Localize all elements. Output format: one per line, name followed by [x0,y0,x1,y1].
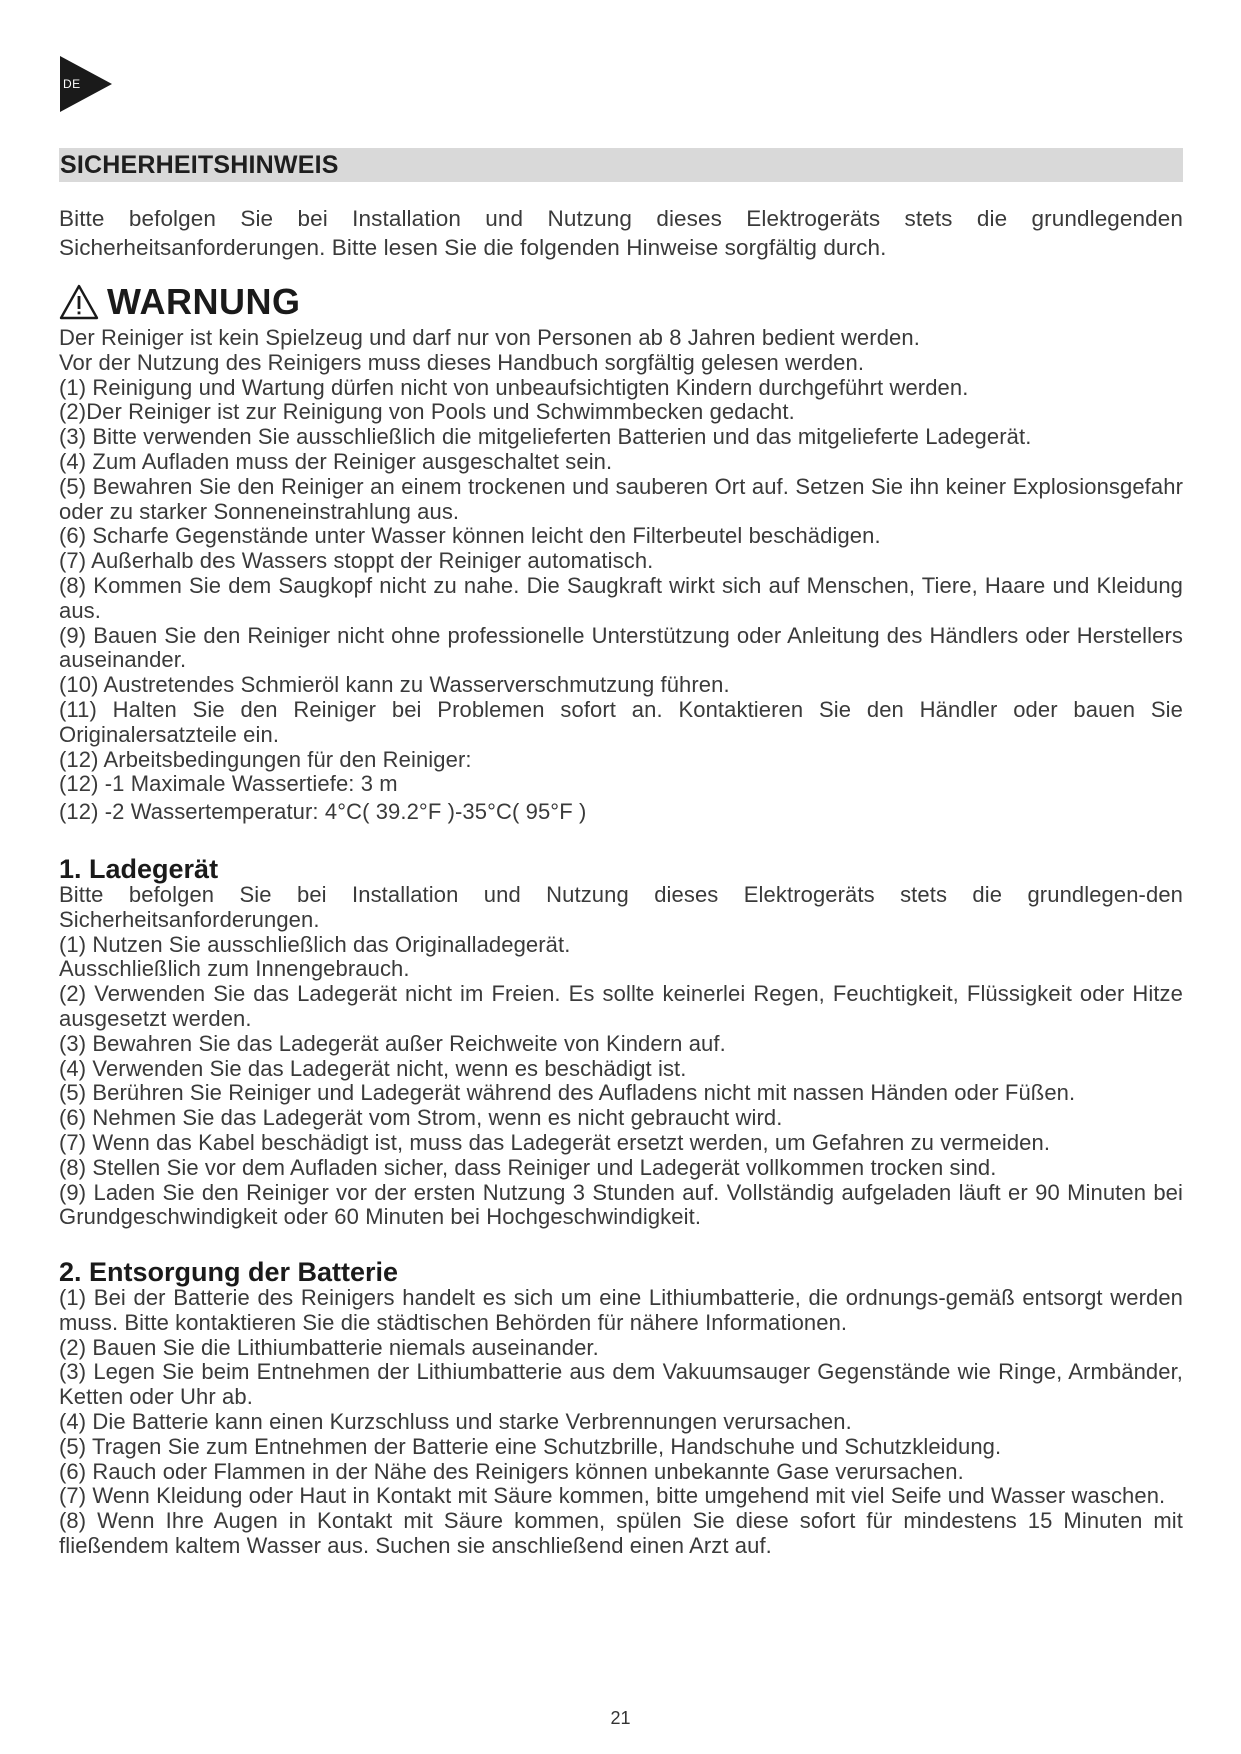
page-number: 21 [610,1708,631,1728]
list-item: (11) Halten Sie den Reiniger bei Problemen sofort an. Kontaktieren Sie den Händler oder bauen Sie Originalersatzteile ein. [59,696,1183,747]
warning-heading [59,282,1183,322]
list-item: (7) Wenn Kleidung oder Haut in Kontakt mit Säure kommen, bitte umgehend mit viel Seife und Wasser waschen. [59,1483,1166,1509]
section-banner-title: SICHERHEITSHINWEIS [59,148,1183,182]
list-item: (8) Kommen Sie dem Saugkopf nicht zu nahe. Die Saugkraft wirkt sich auf Menschen, Tiere, Haare und Kleidung aus. [59,572,1183,623]
list-item: (4) Verwenden Sie das Ladegerät nicht, wenn es beschädigt ist. [59,1055,687,1081]
list-item: (6) Scharfe Gegenstände unter Wasser können leicht den Filterbeutel beschädigen. [59,523,881,549]
warning-triangle-icon [59,284,99,320]
list-item: (6) Rauch oder Flammen in der Nähe des Reinigers können unbekannte Gase verursachen. [59,1458,964,1484]
list-item: (2) Verwenden Sie das Ladegerät nicht im Freien. Es sollte keinerlei Regen, Feuchtigkeit, Flüssigkeit oder Hitze ausgesetzt werden. [59,981,1183,1031]
warning-title: WARNUNG [107,281,301,322]
list-item: (5) Tragen Sie zum Entnehmen der Batterie eine Schutzbrille, Handschuhe und Schutzkleidung. [59,1433,1002,1459]
list-item: Der Reiniger ist kein Spielzeug und darf nur von Personen ab 8 Jahren bedient werden. [59,325,920,350]
list-item: (12) Arbeitsbedingungen für den Reiniger: [59,746,472,772]
list-item: (7) Außerhalb des Wassers stoppt der Reiniger automatisch. [59,548,654,574]
list-item: (7) Wenn das Kabel beschädigt ist, muss das Ladegerät ersetzt werden, um Gefahren zu vermeiden. [59,1129,1051,1155]
list-item: (12) -2 Wassertemperatur: 4°C( 39.2°F )-35°C( 95°F ) [59,799,587,825]
list-item: (3) Bitte verwenden Sie ausschließlich die mitgelieferten Batterien und das mitgelieferte Ladegerät. [59,424,1032,450]
list-item: (4) Zum Aufladen muss der Reiniger ausgeschaltet sein. [59,448,613,474]
list-item: (6) Nehmen Sie das Ladegerät vom Strom, wenn es nicht gebraucht wird. [59,1105,783,1131]
list-item: Ausschließlich zum Innengebrauch. [59,956,410,982]
list-item: (1) Nutzen Sie ausschließlich das Originalladegerät. [59,931,571,957]
list-item: (8) Stellen Sie vor dem Aufladen sicher, dass Reiniger und Ladegerät vollkommen trocken sind. [59,1154,997,1180]
list-item: (1) Bei der Batterie des Reinigers handelt es sich um eine Lithiumbatterie, die ordnungs-gemäß entsorgt werden muss. Bitte kontaktieren Sie die städtischen Behörden für nähere Informationen. [59,1285,1183,1335]
list-item: (5) Berühren Sie Reiniger und Ladegerät während des Aufladens nicht mit nassen Händen oder Füßen. [59,1080,1076,1106]
list-item: (8) Wenn Ihre Augen in Kontakt mit Säure kommen, spülen Sie diese sofort für mindestens 15 Minuten mit fließendem kaltem Wasser aus. Suchen sie anschließend einen Arzt auf. [59,1508,1183,1559]
list-item: (9) Laden Sie den Reiniger vor der ersten Nutzung 3 Stunden auf. Vollständig aufgeladen läuft er 90 Minuten bei Grundgeschwindigkeit oder 60 Minuten bei Hochgeschwindigkeit. [59,1179,1183,1230]
list-item: (2) Bauen Sie die Lithiumbatterie niemals auseinander. [59,1334,599,1360]
language-label: DE [63,77,81,91]
list-item: Bitte befolgen Sie bei Installation und Nutzung dieses Elektrogeräts stets die grundlegen-den Sicherheitsanforderungen. [59,881,1183,932]
list-item: (4) Die Batterie kann einen Kurzschluss und starke Verbrennungen verursachen. [59,1409,852,1435]
document-page [59,148,1183,1559]
list-item: (3) Bewahren Sie das Ladegerät außer Reichweite von Kindern auf. [59,1030,726,1056]
section-2-list [59,1286,1183,1559]
section-1-title: 1. Ladegerät [59,853,219,884]
list-item: (1) Reinigung und Wartung dürfen nicht von unbeaufsichtigten Kindern durchgeführt werden. [59,374,969,400]
list-item: (9) Bauen Sie den Reiniger nicht ohne professionelle Unterstützung oder Anleitung des Händlers oder Herstellers auseinander. [59,622,1183,673]
section-1-list [59,883,1183,1230]
intro-paragraph: Bitte befolgen Sie bei Installation und Nutzung dieses Elektrogeräts stets die grundlegenden Sicherheitsanforderungen. Bitte lesen Sie die folgenden Hinweise sorgfältig durch. [59,206,1183,260]
list-item: Vor der Nutzung des Reinigers muss dieses Handbuch sorgfältig gelesen werden. [59,349,865,375]
section-2-title: 2. Entsorgung der Batterie [59,1257,399,1288]
warning-list [59,326,1183,825]
list-item: (12) -1 Maximale Wassertiefe: 3 m [59,771,398,797]
list-item: (10) Austretendes Schmieröl kann zu Wasserverschmutzung führen. [59,672,730,698]
list-item: (3) Legen Sie beim Entnehmen der Lithiumbatterie aus dem Vakuumsauger Gegenstände wie Ringe, Armbänder, Ketten oder Uhr ab. [59,1359,1183,1410]
list-item: (5) Bewahren Sie den Reiniger an einem trockenen und sauberen Ort auf. Setzen Sie ihn keiner Explosionsgefahr oder zu starker Sonneneinstrahlung aus. [59,473,1183,524]
list-item: (2)Der Reiniger ist zur Reinigung von Pools und Schwimmbecken gedacht. [59,399,795,425]
